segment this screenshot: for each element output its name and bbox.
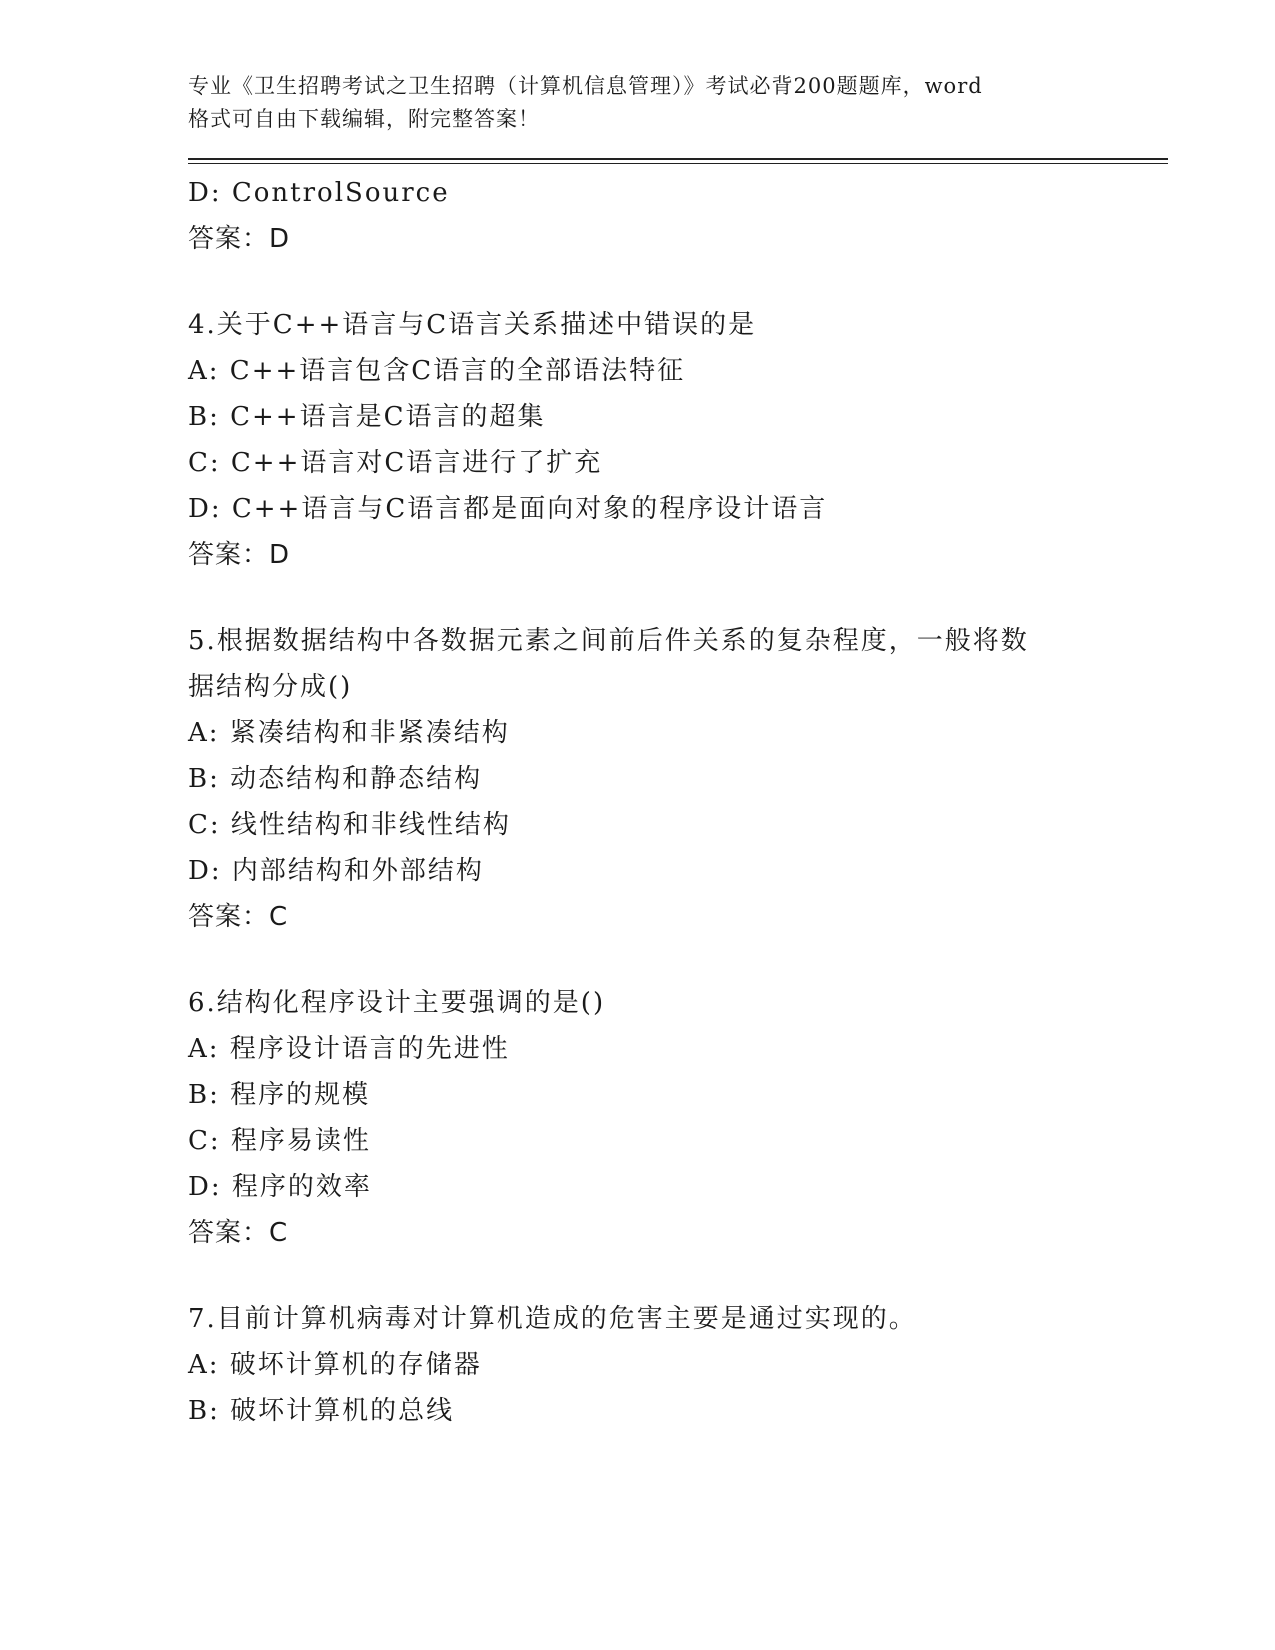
option-c: C: 程序易读性 bbox=[188, 1126, 371, 1156]
option-b: B: 程序的规模 bbox=[188, 1080, 371, 1110]
question-stem: 4.关于C++语言与C语言关系描述中错误的是 bbox=[188, 310, 757, 340]
option-b: B: C++语言是C语言的超集 bbox=[188, 402, 546, 432]
document-page bbox=[188, 70, 1168, 1434]
option-b: B: 破坏计算机的总线 bbox=[188, 1396, 455, 1426]
question-7 bbox=[188, 1296, 1168, 1434]
answer: 答案：D bbox=[188, 540, 291, 570]
option-a: A: 紧凑结构和非紧凑结构 bbox=[188, 718, 510, 748]
header-line-2: 格式可自由下载编辑，附完整答案！ bbox=[188, 107, 540, 131]
question-3-continuation bbox=[188, 170, 1168, 262]
question-5 bbox=[188, 618, 1168, 940]
option-a: A: C++语言包含C语言的全部语法特征 bbox=[188, 356, 686, 386]
document-header bbox=[188, 70, 1088, 136]
question-4 bbox=[188, 302, 1168, 578]
option-c: C: 线性结构和非线性结构 bbox=[188, 810, 511, 840]
header-divider bbox=[188, 158, 1168, 164]
option-d: D: ControlSource bbox=[188, 178, 450, 208]
option-d: D: 内部结构和外部结构 bbox=[188, 856, 484, 886]
question-stem: 7.目前计算机病毒对计算机造成的危害主要是通过实现的。 bbox=[188, 1304, 917, 1334]
answer: 答案：C bbox=[188, 902, 289, 932]
question-6 bbox=[188, 980, 1168, 1256]
answer: 答案：C bbox=[188, 1218, 289, 1248]
option-b: B: 动态结构和静态结构 bbox=[188, 764, 483, 794]
option-c: C: C++语言对C语言进行了扩充 bbox=[188, 448, 603, 478]
answer: 答案：D bbox=[188, 224, 291, 254]
option-a: A: 程序设计语言的先进性 bbox=[188, 1034, 510, 1064]
question-stem: 6.结构化程序设计主要强调的是() bbox=[188, 988, 606, 1018]
option-a: A: 破坏计算机的存储器 bbox=[188, 1350, 482, 1380]
question-stem-line-1: 5.根据数据结构中各数据元素之间前后件关系的复杂程度，一般将数 bbox=[188, 626, 1029, 656]
header-line-1: 专业《卫生招聘考试之卫生招聘（计算机信息管理）》考试必背200题题库，word bbox=[188, 74, 983, 98]
option-d: D: C++语言与C语言都是面向对象的程序设计语言 bbox=[188, 494, 828, 524]
question-stem-line-2: 据结构分成() bbox=[188, 672, 353, 702]
document-body bbox=[188, 170, 1168, 1434]
option-d: D: 程序的效率 bbox=[188, 1172, 372, 1202]
